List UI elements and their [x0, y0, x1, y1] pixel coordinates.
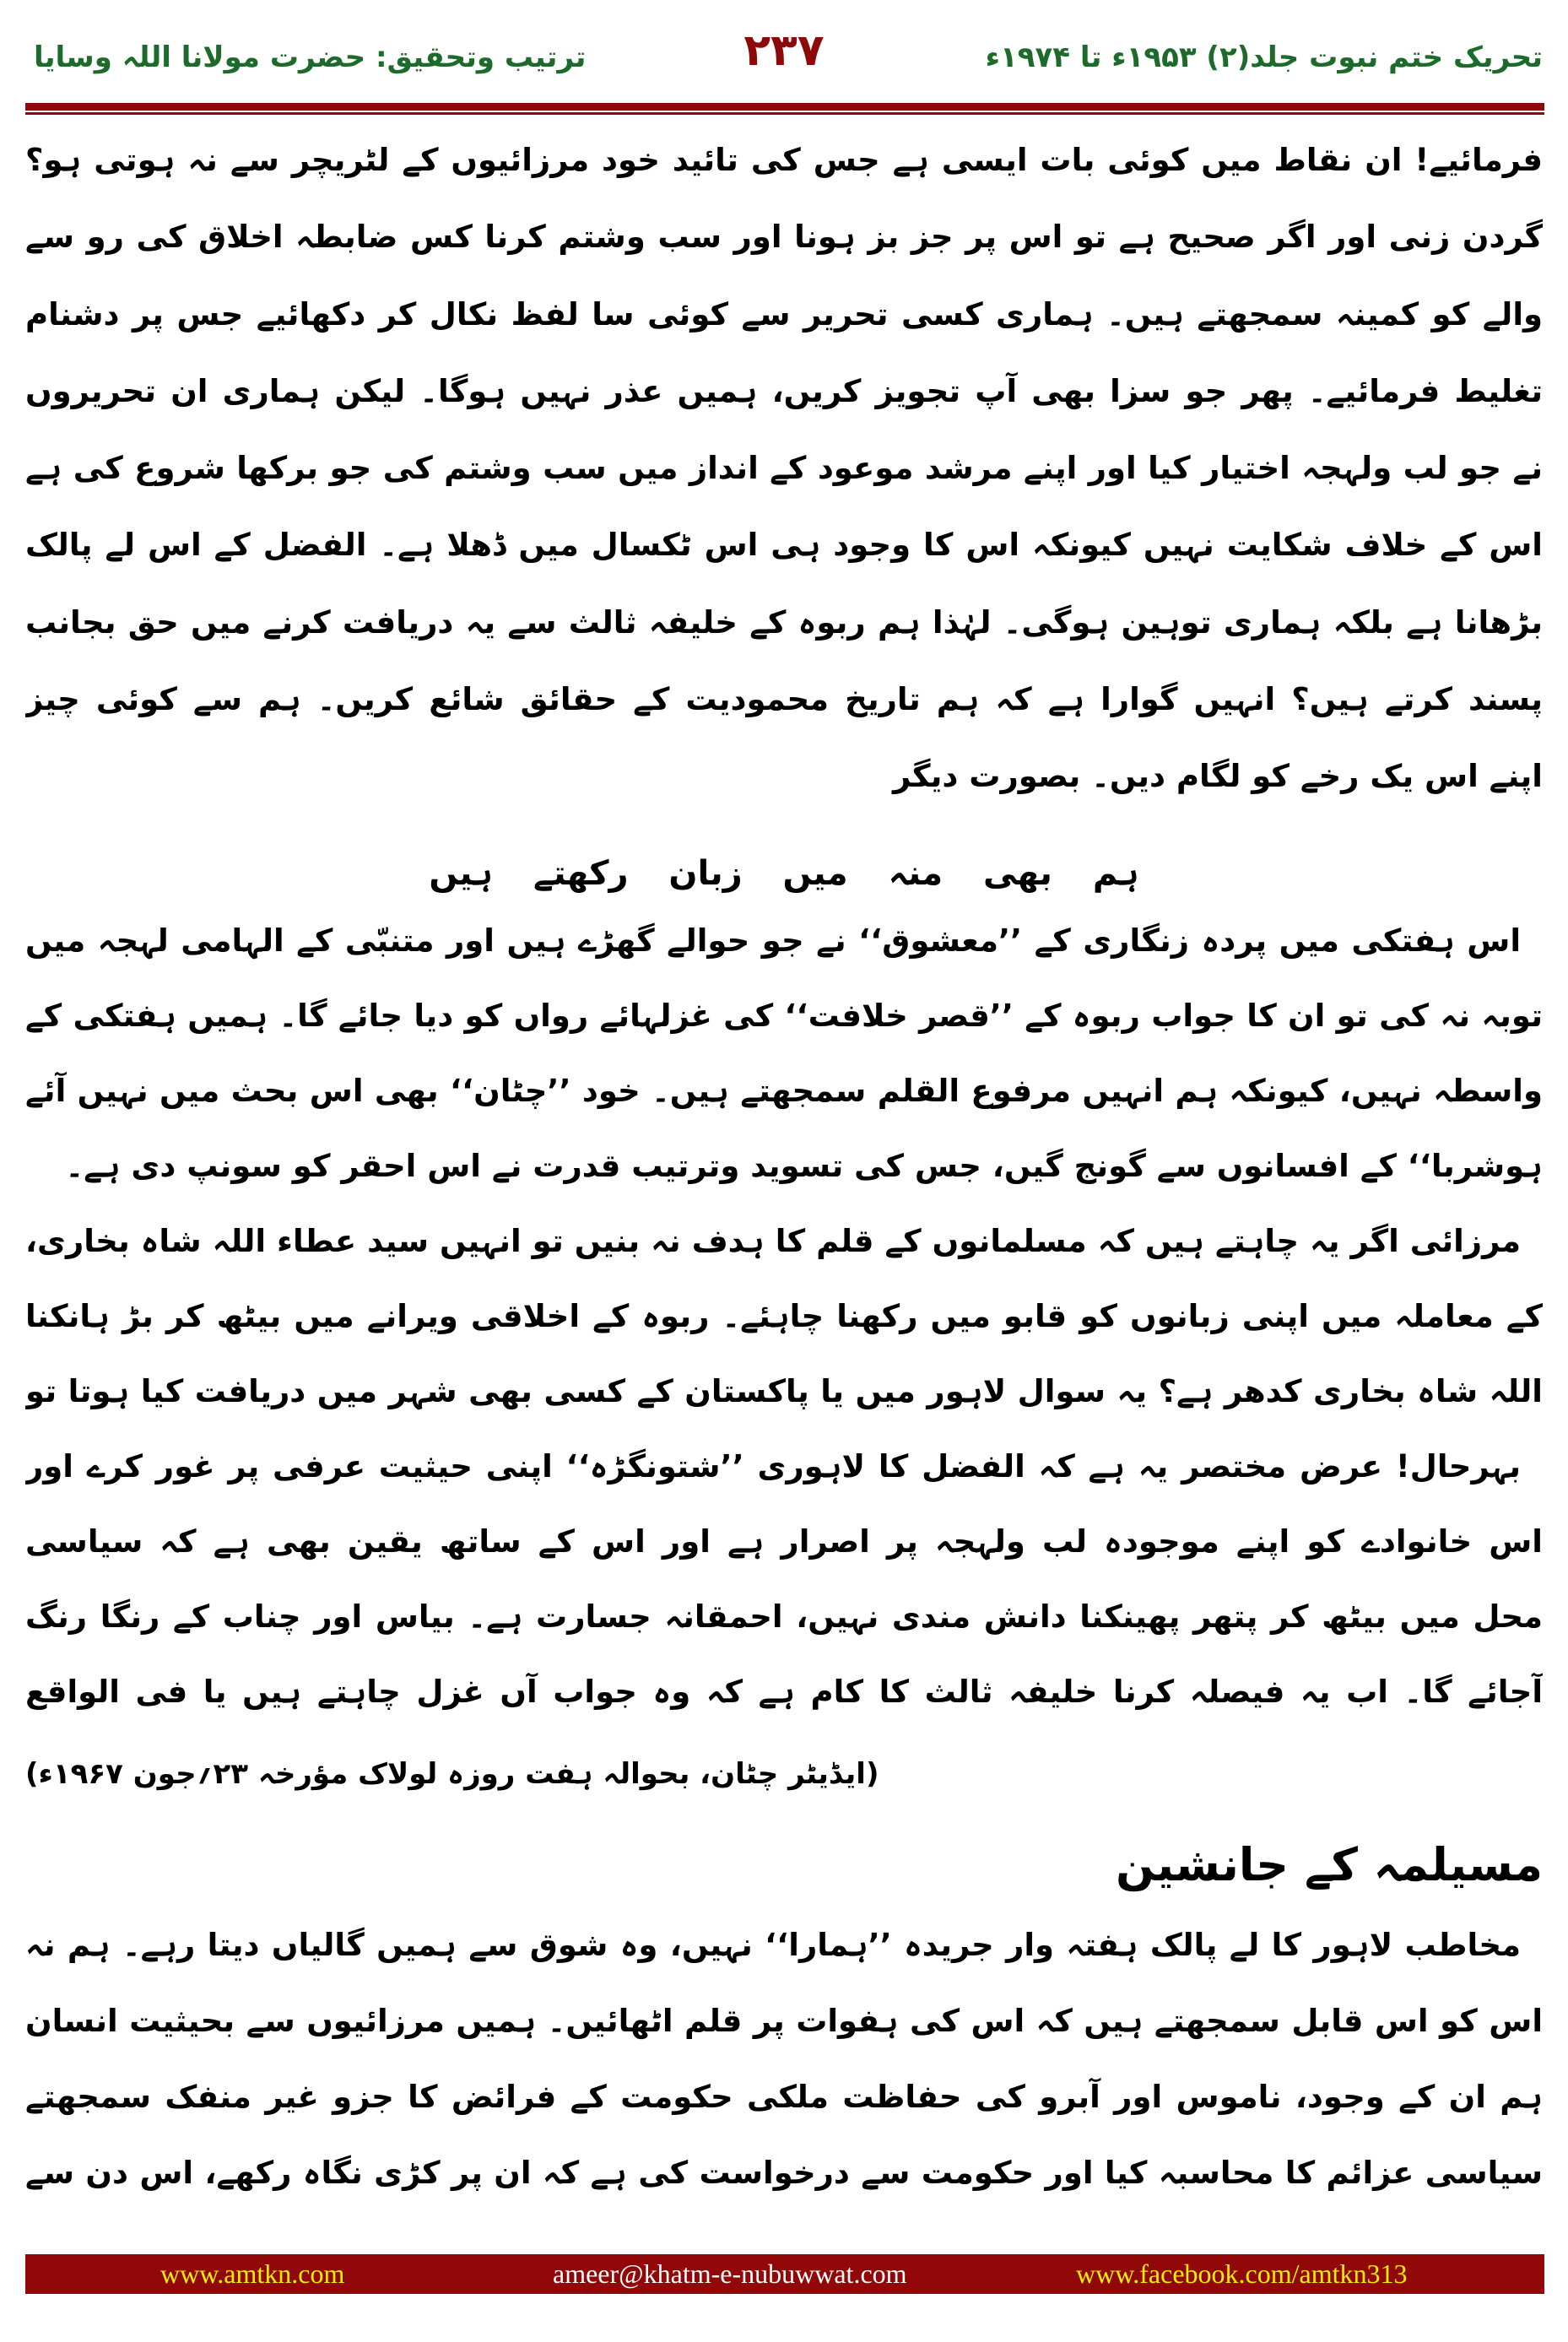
compiler-credit: ترتیب وتحقیق: حضرت مولانا اللہ وسایا	[34, 41, 587, 74]
citation: (ایڈیٹر چٹان، بحوالہ ہفت روزہ لولاک مؤرخہ ۲۳؍جون ۱۹۶۷ء)	[25, 1757, 879, 1791]
text-line: اس کو اس قابل سمجھتے ہیں کہ اس کی ہفوات پر قلم اٹھائیں۔ ہمیں مرزائیوں سے بحیثیت انسان	[25, 2003, 1543, 2039]
text-line: اس ہفتکی میں پردہ زنگاری کے ’’معشوق‘‘ نے جو حوالے گھڑے ہیں اور متنبّی کے الہامی لہجہ میں	[25, 922, 1521, 959]
section-heading: مسیلمہ کے جانشین	[1115, 1838, 1543, 1891]
text-line: فرمائیے! ان نقاط میں کوئی بات ایسی ہے جس کی تائید خود مرزائیوں کے لٹریچر سے نہ ہوتی ہو؟	[25, 142, 1543, 178]
poem-verse: ہم بھی منہ میں زبان رکھتے ہیں	[429, 854, 1139, 893]
text-line: واسطہ نہیں، کیونکہ ہم انہیں مرفوع القلم سمجھتے ہیں۔ خود ’’چٹان‘‘ بھی اس بحث میں نہیں آئے	[25, 1073, 1543, 1109]
text-line: اس خانوادے کو اپنے موجودہ لب ولہجہ پر اصرار ہے اور اس کے ساتھ یقین بھی ہے کہ سیاسی	[25, 1523, 1543, 1560]
header-divider	[25, 103, 1544, 111]
text-line: ہم ان کے وجود، ناموس اور آبرو کی حفاظت ملکی حکومت کے فرائض کا جزو غیر منفک سمجھتے	[25, 2079, 1543, 2115]
text-line: مرزائی اگر یہ چاہتے ہیں کہ مسلمانوں کے قلم کا ہدف نہ بنیں تو انہیں سید عطاء اللہ شاہ بخاری،	[25, 1223, 1521, 1259]
text-line: ہوشربا‘‘ کے افسانوں سے گونج گیں، جس کی تسوید وترتیب قدرت نے اس احقر کو سونپ دی ہے۔	[65, 1148, 1543, 1184]
text-line: اس کے خلاف شکایت نہیں کیونکہ اس کا وجود ہی اس ٹکسال میں ڈھلا ہے۔ الفضل کے اس لے پالک	[25, 527, 1543, 564]
text-line: اپنے اس یک رخے کو لگام دیں۔ بصورت دیگر	[892, 758, 1543, 794]
facebook-link[interactable]: www.facebook.com/amtkn313	[1076, 2258, 1408, 2289]
website-link[interactable]: www.amtkn.com	[160, 2258, 345, 2289]
text-line: مخاطب لاہور کا لے پالک ہفتہ وار جریدہ ’’ہمارا‘‘ نہیں، وہ شوق سے ہمیں گالیاں دیتا رہے۔ ہم نہ	[25, 1927, 1521, 1963]
text-line: توبہ نہ کی تو ان کا جواب ربوہ کے ’’قصر خلافت‘‘ کی غزلہائے رواں کو دیا جائے گا۔ ہمیں ہفتکی کے	[25, 998, 1543, 1034]
text-line: اللہ شاہ بخاری کدھر ہے؟ یہ سوال لاہور میں یا پاکستان کے کسی بھی شہر میں دریافت کیا ہوتا تو	[25, 1373, 1543, 1409]
text-line: سیاسی عزائم کا محاسبہ کیا اور حکومت سے درخواست کی ہے کہ ان پر کڑی نگاہ رکھے، اس دن سے	[25, 2155, 1543, 2191]
header-divider-thin	[25, 112, 1544, 115]
text-line: کے معاملہ میں اپنی زبانوں کو قابو میں رکھنا چاہئے۔ ربوہ کے اخلاقی ویرانے میں بیٹھ کر بڑ ہانکنا	[25, 1298, 1543, 1334]
footer-bar	[25, 2254, 1544, 2294]
text-line: تغلیط فرمائیے۔ پھر جو سزا بھی آپ تجویز کریں، ہمیں عذر نہیں ہوگا۔ لیکن ہماری ان تحریروں	[25, 372, 1543, 409]
text-line: آجائے گا۔ اب یہ فیصلہ کرنا خلیفہ ثالث کا کام ہے کہ وہ جواب آں غزل چاہتے ہیں یا فی الواقع	[25, 1674, 1543, 1710]
text-line: نے جو لب ولہجہ اختیار کیا اور اپنے مرشد موعود کے انداز میں سب وشتم کی جو برکھا شروع کی ہے	[25, 450, 1543, 486]
book-title: تحریک ختم نبوت جلد(۲) ۱۹۵۳ء تا ۱۹۷۴ء	[985, 41, 1543, 74]
email-link[interactable]: ameer@khatm-e-nubuwwat.com	[553, 2258, 907, 2289]
text-line: گردن زنی اور اگر صحیح ہے تو اس پر جز بز ہونا اور سب وشتم کرنا کس ضابطہ اخلاق کی رو سے	[25, 219, 1543, 256]
text-line: محل میں بیٹھ کر پتھر پھینکنا دانش مندی نہیں، احمقانہ جسارت ہے۔ بیاس اور چناب کے رنگا رنگ	[25, 1598, 1543, 1635]
text-line: بڑھانا ہے بلکہ ہماری توہین ہوگی۔ لہٰذا ہم ربوہ کے خلیفہ ثالث سے یہ دریافت کرنے میں حق بجانب	[25, 603, 1543, 641]
text-line: بہرحال! عرض مختصر یہ ہے کہ الفضل کا لاہوری ’’شتونگڑہ‘‘ اپنی حیثیت عرفی پر غور کرے اور	[25, 1448, 1521, 1485]
text-line: والے کو کمینہ سمجھتے ہیں۔ ہماری کسی تحریر سے کوئی سا لفظ نکال کر دکھائیے جس پر دشنام	[25, 295, 1543, 333]
page-number: ۲۳۷	[743, 25, 825, 76]
text-line: پسند کرتے ہیں؟ انہیں گوارا ہے کہ ہم تاریخ محمودیت کے حقائق شائع کریں۔ ہم سے کوئی چیز	[25, 680, 1543, 717]
